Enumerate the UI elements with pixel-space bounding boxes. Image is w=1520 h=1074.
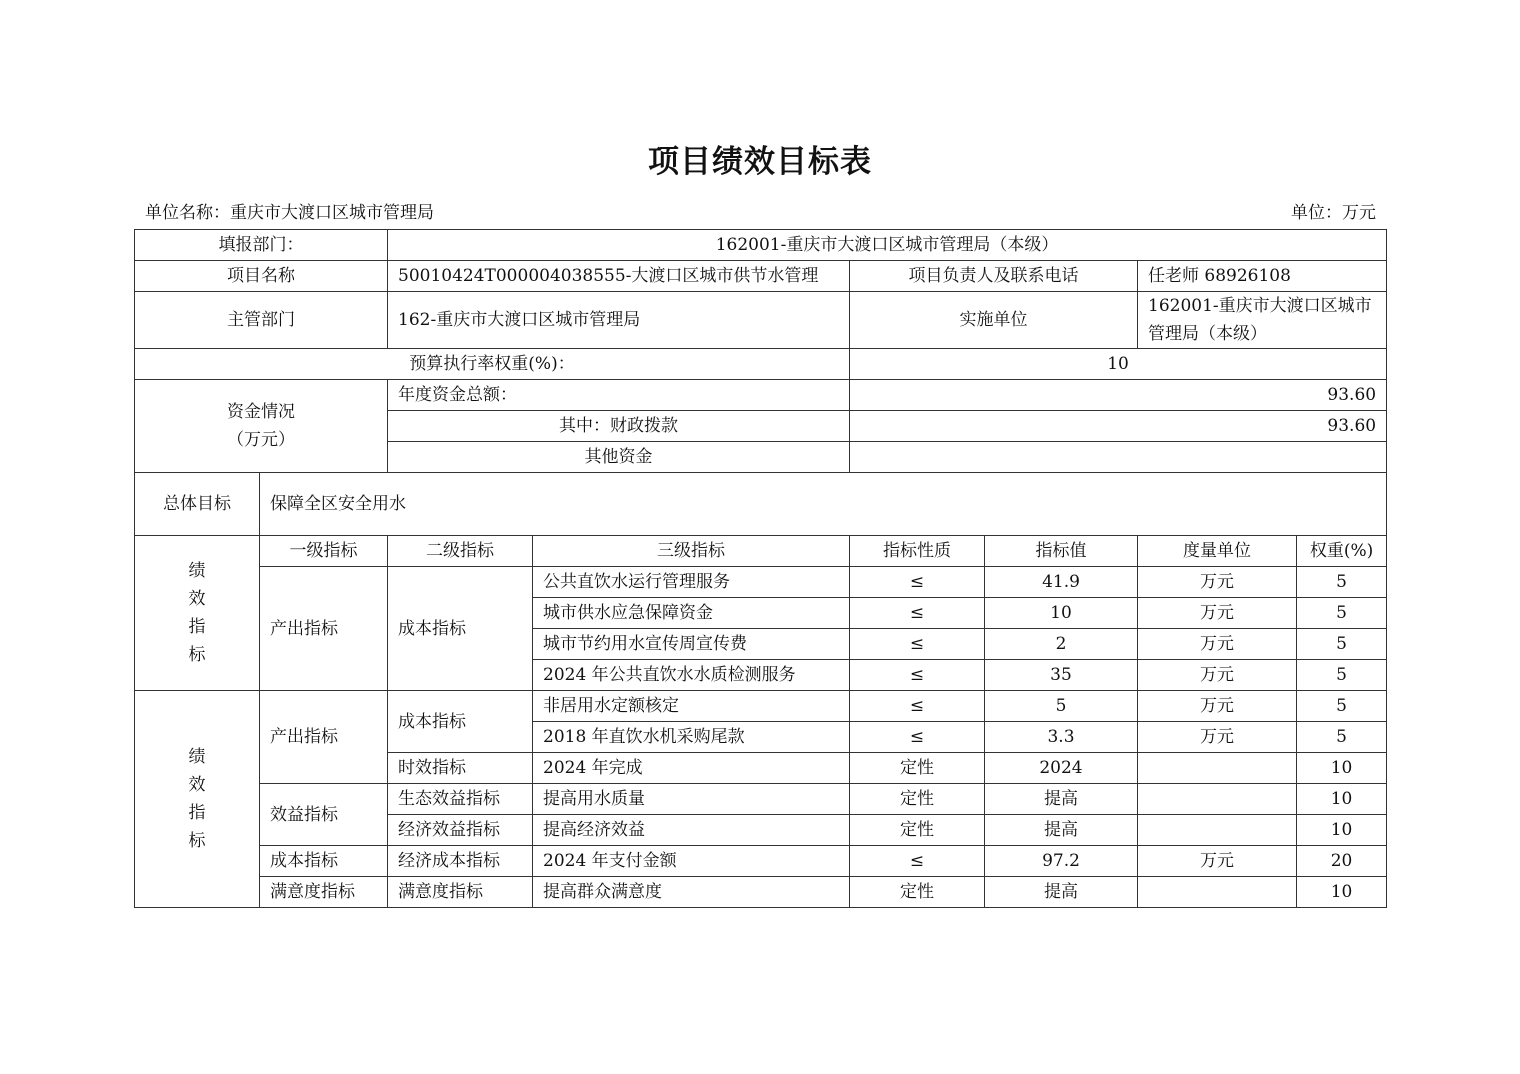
- s2-satisfaction2-label: 满意度指标: [388, 877, 533, 908]
- indicator-weight: 5: [1297, 722, 1387, 753]
- indicator-name: 提高用水质量: [533, 784, 850, 815]
- table-row: [135, 349, 1387, 380]
- unit-label: 单位：万元: [1291, 203, 1376, 223]
- indicator-name: 城市节约用水宣传周宣传费: [533, 629, 850, 660]
- s2-output-label: 产出指标: [260, 691, 388, 784]
- indicator-value: 10: [985, 598, 1138, 629]
- supervisor-value: 162-重庆市大渡口区城市管理局: [388, 292, 850, 349]
- header-value: 指标值: [985, 536, 1138, 567]
- header-level3: 三级指标: [533, 536, 850, 567]
- impl-value: 162001-重庆市大渡口区城市管理局（本级）: [1138, 292, 1387, 349]
- table-row: [135, 261, 1387, 292]
- goal-label: 总体目标: [135, 473, 260, 536]
- indicator-value: 97.2: [985, 846, 1138, 877]
- s2-eco-benefit-label: 生态效益指标: [388, 784, 533, 815]
- page-title: 项目绩效目标表: [648, 144, 872, 180]
- s2-cost1-label: 成本指标: [260, 846, 388, 877]
- fill-dept-label: 填报部门：: [135, 230, 388, 261]
- indicator-weight: 5: [1297, 598, 1387, 629]
- indicator-name: 2018 年直饮水机采购尾款: [533, 722, 850, 753]
- other-funds-label: 其他资金: [388, 442, 850, 473]
- header-level2: 二级指标: [388, 536, 533, 567]
- indicator-name: 城市供水应急保障资金: [533, 598, 850, 629]
- header-level1: 一级指标: [260, 536, 388, 567]
- indicator-value: 2024: [985, 753, 1138, 784]
- indicator-name: 2024 年完成: [533, 753, 850, 784]
- indicator-value: 41.9: [985, 567, 1138, 598]
- indicator-nature: ≤: [850, 846, 985, 877]
- indicator-weight: 5: [1297, 691, 1387, 722]
- indicator-weight: 10: [1297, 877, 1387, 908]
- indicator-value: 2: [985, 629, 1138, 660]
- indicator-nature: ≤: [850, 691, 985, 722]
- indicator-unit: 万元: [1138, 846, 1297, 877]
- impl-label: 实施单位: [850, 292, 1138, 349]
- indicator-unit: 万元: [1138, 629, 1297, 660]
- indicator-unit: [1138, 784, 1297, 815]
- header-nature: 指标性质: [850, 536, 985, 567]
- indicator-weight: 5: [1297, 629, 1387, 660]
- indicator-weight: 20: [1297, 846, 1387, 877]
- unit-name: 单位名称：重庆市大渡口区城市管理局: [145, 203, 434, 223]
- table-row: [135, 380, 1387, 411]
- indicator-name: 提高群众满意度: [533, 877, 850, 908]
- indicator-nature: 定性: [850, 753, 985, 784]
- funds-label-line2: （万元）: [227, 430, 295, 450]
- s2-econ-cost-label: 经济成本指标: [388, 846, 533, 877]
- indicator-nature: ≤: [850, 660, 985, 691]
- indicator-name: 提高经济效益: [533, 815, 850, 846]
- indicator-value: 3.3: [985, 722, 1138, 753]
- indicator-weight: 10: [1297, 815, 1387, 846]
- indicator-value: 提高: [985, 877, 1138, 908]
- table-row: [135, 230, 1387, 261]
- contact-value: 任老师 68926108: [1138, 261, 1387, 292]
- indicator-weight: 10: [1297, 784, 1387, 815]
- indicator-value: 提高: [985, 815, 1138, 846]
- indicator-value: 35: [985, 660, 1138, 691]
- indicator-value: 5: [985, 691, 1138, 722]
- supervisor-label: 主管部门: [135, 292, 388, 349]
- table-row: [135, 691, 1387, 722]
- indicator-name: 公共直饮水运行管理服务: [533, 567, 850, 598]
- indicator-name: 非居用水定额核定: [533, 691, 850, 722]
- s2-satisfaction1-label: 满意度指标: [260, 877, 388, 908]
- indicator-nature: ≤: [850, 629, 985, 660]
- table-row: [135, 784, 1387, 815]
- indicator-weight: 10: [1297, 753, 1387, 784]
- budget-weight-value: 10: [850, 349, 1387, 380]
- budget-weight-label: 预算执行率权重(%)：: [135, 349, 850, 380]
- indicator-unit: 万元: [1138, 722, 1297, 753]
- indicator-nature: 定性: [850, 877, 985, 908]
- indicator-weight: 5: [1297, 567, 1387, 598]
- table-row: [135, 846, 1387, 877]
- funds-label: [135, 380, 388, 473]
- project-name-value: 50010424T000004038555-大渡口区城市供节水管理: [388, 261, 850, 292]
- s2-econ-benefit-label: 经济效益指标: [388, 815, 533, 846]
- fill-dept-value: 162001-重庆市大渡口区城市管理局（本级）: [388, 230, 1387, 261]
- perf-label-1: 绩 效 指 标: [135, 536, 260, 691]
- s2-timeliness-label: 时效指标: [388, 753, 533, 784]
- contact-label: 项目负责人及联系电话: [850, 261, 1138, 292]
- perf-label-2: 绩 效 指 标: [135, 691, 260, 908]
- s1-level2: 成本指标: [388, 567, 533, 691]
- other-funds-value: [850, 442, 1387, 473]
- header-unit: 度量单位: [1138, 536, 1297, 567]
- indicator-nature: ≤: [850, 722, 985, 753]
- table-row: [135, 536, 1387, 567]
- performance-table: [134, 229, 1387, 908]
- indicator-weight: 5: [1297, 660, 1387, 691]
- indicator-nature: 定性: [850, 784, 985, 815]
- indicator-value: 提高: [985, 784, 1138, 815]
- indicator-unit: [1138, 877, 1297, 908]
- indicator-nature: ≤: [850, 567, 985, 598]
- indicator-name: 2024 年公共直饮水水质检测服务: [533, 660, 850, 691]
- s2-benefit-label: 效益指标: [260, 784, 388, 846]
- annual-funds-value: 93.60: [850, 380, 1387, 411]
- indicator-nature: 定性: [850, 815, 985, 846]
- indicator-name: 2024 年支付金额: [533, 846, 850, 877]
- goal-value: 保障全区安全用水: [260, 473, 1387, 536]
- indicator-unit: 万元: [1138, 598, 1297, 629]
- indicator-unit: 万元: [1138, 660, 1297, 691]
- indicator-unit: 万元: [1138, 691, 1297, 722]
- fiscal-funds-label: 其中：财政拨款: [388, 411, 850, 442]
- annual-funds-label: 年度资金总额：: [388, 380, 850, 411]
- header-weight: 权重(%): [1297, 536, 1387, 567]
- funds-label-line1: 资金情况: [227, 402, 295, 422]
- indicator-unit: 万元: [1138, 567, 1297, 598]
- table-row: [135, 473, 1387, 536]
- table-row: [135, 877, 1387, 908]
- table-row: [135, 292, 1387, 349]
- fiscal-funds-value: 93.60: [850, 411, 1387, 442]
- project-name-label: 项目名称: [135, 261, 388, 292]
- s1-level1: 产出指标: [260, 567, 388, 691]
- indicator-nature: ≤: [850, 598, 985, 629]
- indicator-unit: [1138, 815, 1297, 846]
- s2-cost-label: 成本指标: [388, 691, 533, 753]
- table-row: [135, 567, 1387, 598]
- indicator-unit: [1138, 753, 1297, 784]
